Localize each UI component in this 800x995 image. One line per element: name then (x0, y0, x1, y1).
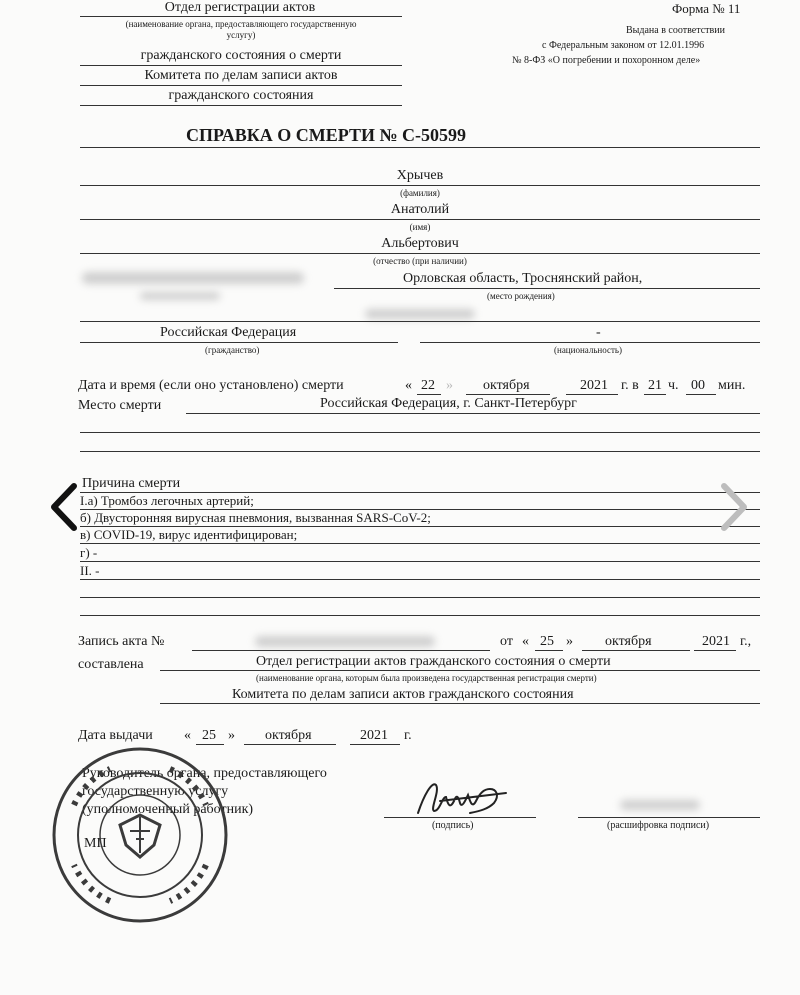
redacted-caption (140, 292, 220, 300)
death-month: октября (483, 378, 530, 393)
redacted-birthdate (82, 272, 304, 284)
org-name-line4: гражданского состояния (168, 88, 314, 103)
org-name-line1: Отдел регистрации актов (164, 0, 316, 15)
underline (80, 147, 760, 148)
name-value: Анатолий (390, 202, 450, 217)
underline (80, 432, 760, 433)
citizenship-value: Российская Федерация (160, 325, 297, 340)
underline (417, 394, 441, 395)
form-number: Форма № 11 (672, 1, 741, 16)
issue-month: октября (265, 728, 312, 743)
cause-b: б) Двусторонняя вирусная пневмония, вызванная SARS-CoV-2; (80, 510, 431, 525)
record-label: Запись акта № (78, 634, 165, 649)
issued-line3: № 8-ФЗ «О погребении и похоронном деле» (512, 55, 701, 66)
nationality-caption: (национальность) (554, 345, 622, 355)
underline (80, 185, 760, 186)
underline (582, 650, 690, 651)
death-hour: 21 (648, 378, 662, 393)
official-stamp-seal (50, 745, 230, 925)
death-place-value: Российская Федерация, г. Санкт-Петербург (320, 396, 577, 411)
underline (80, 342, 398, 343)
death-minute-suffix: мин. (718, 378, 746, 393)
patronymic-value: Альбертович (381, 236, 459, 251)
underline (80, 65, 402, 66)
underline (694, 650, 736, 651)
issue-date-label: Дата выдачи (78, 728, 153, 743)
surname-caption: (фамилия) (400, 188, 440, 198)
signatory-line3: (уполномоченный работник) (82, 802, 254, 817)
underline (186, 413, 760, 414)
record-from: от (500, 634, 513, 649)
death-place-label: Место смерти (78, 398, 162, 413)
underline (566, 394, 618, 395)
record-org-line2: Комитета по делам записи актов гражданского состояния (232, 687, 574, 702)
underline (244, 744, 336, 745)
underline (80, 105, 402, 106)
patronymic-caption: (отчество (при наличии) (373, 256, 467, 266)
underline (644, 394, 666, 395)
death-minute: 00 (691, 378, 705, 393)
underline (80, 579, 760, 580)
cause-label: Причина смерти (82, 476, 181, 491)
underline (192, 650, 490, 651)
death-quote-open: « (405, 378, 412, 393)
death-hour-suffix: ч. (668, 378, 679, 393)
redacted-birthplace-line2 (365, 309, 475, 319)
underline (466, 394, 550, 395)
underline (420, 342, 760, 343)
underline (160, 670, 760, 671)
underline (80, 219, 760, 220)
previous-arrow-icon[interactable] (46, 482, 80, 532)
underline (686, 394, 716, 395)
mp-label: МП (84, 836, 107, 851)
underline (80, 253, 760, 254)
issue-year: 2021 (360, 728, 388, 743)
issue-quote-open: « (184, 728, 191, 743)
underline (160, 703, 760, 704)
redacted-signature-decode (620, 800, 700, 810)
underline (80, 85, 402, 86)
issued-line1: Выдана в соответствии (626, 25, 725, 36)
next-arrow-icon[interactable] (718, 482, 752, 532)
underline (535, 650, 563, 651)
issue-year-suffix: г. (404, 728, 412, 743)
birthplace-caption: (место рождения) (487, 291, 555, 301)
record-quote-open: « (522, 634, 529, 649)
record-org-line1: Отдел регистрации актов гражданского состояния о смерти (256, 654, 611, 669)
record-org-caption: (наименование органа, которым была произведена государственная регистрация смерти) (256, 673, 597, 683)
document-title: СПРАВКА О СМЕРТИ № С-50599 (186, 125, 467, 145)
underline (80, 543, 760, 544)
nationality-value: - (596, 325, 601, 340)
underline (578, 817, 760, 818)
redacted-record-number (255, 636, 435, 647)
issue-quote-close: » (228, 728, 235, 743)
org-caption: (наименование органа, предоставляющего государственную (125, 19, 357, 29)
signature-image (410, 775, 520, 825)
record-quote-close: » (566, 634, 573, 649)
underline (80, 451, 760, 452)
signatory-line1: Руководитель органа, предоставляющего (82, 766, 327, 781)
signatory-line2: государственную услугу (82, 784, 229, 799)
underline (80, 597, 760, 598)
underline (350, 744, 400, 745)
death-year: 2021 (580, 378, 608, 393)
record-day: 25 (540, 634, 554, 649)
underline (80, 321, 760, 322)
death-year-suffix: г. в (621, 378, 639, 393)
org-caption-2: услугу) (226, 30, 256, 40)
org-name-line3: Комитета по делам записи актов (144, 68, 338, 83)
underline (80, 561, 760, 562)
org-name-line2: гражданского состояния о смерти (140, 48, 342, 63)
record-year-suffix: г., (740, 634, 752, 649)
record-composed-label: составлена (78, 657, 144, 672)
underline (334, 288, 760, 289)
issued-line2: с Федеральным законом от 12.01.1996 (542, 40, 705, 51)
cause-c: в) COVID-19, вирус идентифицирован; (80, 527, 298, 542)
record-year: 2021 (702, 634, 730, 649)
issue-day: 25 (202, 728, 216, 743)
cause-a: I.а) Тромбоз легочных артерий; (80, 493, 254, 508)
death-datetime-label: Дата и время (если оно установлено) смерти (78, 378, 344, 393)
cause-ii: II. - (80, 563, 100, 578)
birthplace-value: Орловская область, Троснянский район, (403, 271, 643, 286)
citizenship-caption: (гражданство) (205, 345, 260, 355)
signature-caption: (подпись) (432, 820, 474, 831)
surname-value: Хрычев (396, 168, 444, 183)
decode-caption: (расшифровка подписи) (607, 820, 710, 831)
death-quote-close: » (446, 378, 453, 393)
death-day: 22 (421, 378, 435, 393)
underline (80, 615, 760, 616)
record-month: октября (605, 634, 652, 649)
underline (80, 16, 402, 17)
cause-d: г) - (80, 545, 98, 560)
name-caption: (имя) (409, 222, 431, 232)
